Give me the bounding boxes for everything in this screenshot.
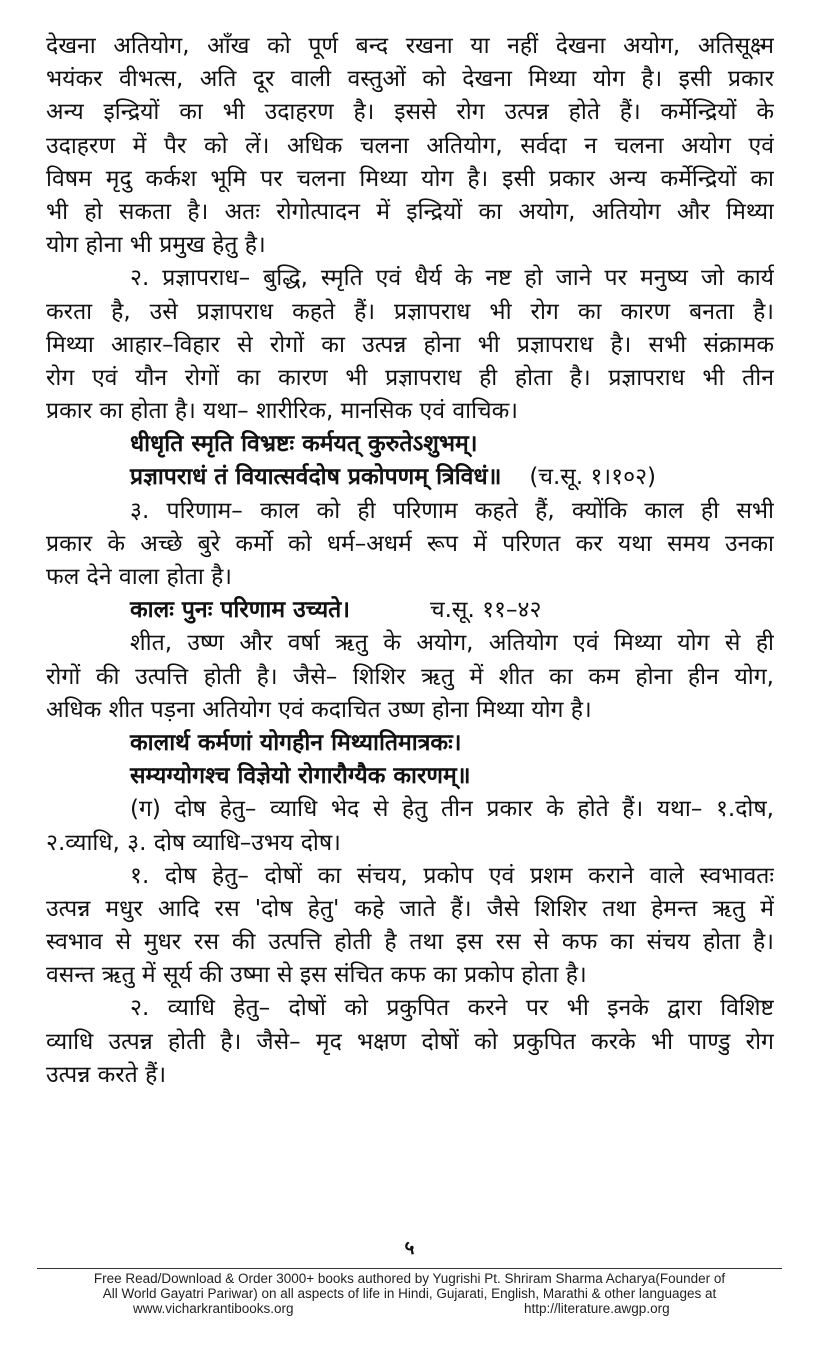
footer-link-literature[interactable]: http://literature.awgp.org — [524, 1301, 670, 1316]
shloka-line: धीधृति स्मृति विभ्रष्टः कर्मयत् कुरुतेऽशुभम्। — [130, 431, 478, 458]
footer — [0, 1271, 819, 1316]
page-body — [46, 30, 774, 1092]
shloka-reference: (च.सू. १।१०२) — [529, 464, 656, 491]
footer-line-2: All World Gayatri Pariwar) on all aspects of life in Hindi, Gujarati, English, Marathi & other languages at — [102, 1286, 717, 1301]
text-line: योग होना भी प्रमुख हेतु है। — [46, 232, 266, 259]
text-line: विषम मृदु कर्कश भूमि पर चलना मिथ्या योग है। इसी प्रकार अन्य कर्मेन्द्रियों का — [46, 165, 774, 192]
text-line: वसन्त ऋतु में सूर्य की उष्मा से इस संचित कफ का प्रकोप होता है। — [46, 962, 587, 989]
footer-divider — [37, 1268, 782, 1269]
text-line: रोग एवं यौन रोगों का कारण भी प्रज्ञापराध ही होता है। प्रज्ञापराध भी तीन — [46, 364, 774, 391]
footer-link-vicharkranti[interactable]: www.vicharkrantibooks.org — [133, 1301, 294, 1316]
text-line: व्याधि उत्पन्न होती है। जैसे– मृद भक्षण दोषों को प्रकुपित करके भी पाण्डु रोग — [46, 1028, 774, 1055]
text-line: स्वभाव से मुधर रस की उत्पत्ति होती है तथा इस रस से कफ का संचय होता है। — [46, 929, 774, 956]
shloka-reference: च.सू. ११–४२ — [430, 597, 542, 624]
shloka-line — [46, 461, 774, 494]
page-number: ५ — [404, 1237, 415, 1259]
shloka-line: कालार्थ कर्मणां योगहीन मिथ्यातिमात्रकः। — [130, 729, 462, 756]
text-line: मिथ्या आहार–विहार से रोगों का उत्पन्न होना भी प्रज्ञापराध है। सभी संक्रामक — [46, 331, 774, 358]
text-line-vyadhi-hetu: २. व्याधि हेतु– दोषों को प्रकुपित करने पर भी इनके द्वारा विशिष्ट — [130, 995, 774, 1022]
text-line: देखना अतियोग, आँख को पूर्ण बन्द रखना या नहीं देखना अयोग, अतिसूक्ष्म — [46, 33, 774, 59]
text-line: उत्पन्न करते हैं। — [46, 1061, 167, 1088]
text-line: शीत, उष्ण और वर्षा ऋतु के अयोग, अतियोग एवं मिथ्या योग से ही — [130, 630, 774, 657]
footer-line-1: Free Read/Download & Order 3000+ books authored by Yugrishi Pt. Shriram Sharma Acharya(Founder of — [93, 1271, 726, 1286]
text-line: अधिक शीत पड़ना अतियोग एवं कदाचित उष्ण होना मिथ्या योग है। — [46, 696, 592, 723]
text-line: भयंकर वीभत्स, अति दूर वाली वस्तुओं को देखना मिथ्या योग है। इसी प्रकार — [46, 66, 774, 93]
text-line: भी हो सकता है। अतः रोगोत्पादन में इन्द्रियों का अयोग, अतियोग और मिथ्या — [46, 198, 774, 225]
shloka-text: प्रज्ञापराधं तं वियात्सर्वदोष प्रकोपणम् त्रिविधं॥ — [130, 464, 502, 491]
text-line-dosh-hetu: १. दोष हेतु– दोषों का संचय, प्रकोप एवं प्रशम कराने वाले स्वभावतः — [130, 862, 774, 889]
text-line-parinam: ३. परिणाम– काल को ही परिणाम कहते हैं, क्योंकि काल ही सभी — [130, 497, 774, 524]
footer-links — [0, 1301, 819, 1316]
shloka-line — [46, 594, 774, 627]
text-line: रोगों की उत्पत्ति होती है। जैसे– शिशिर ऋतु में शीत का कम होना हीन योग, — [46, 663, 774, 690]
text-line: करता है, उसे प्रज्ञापराध कहते हैं। प्रज्ञापराध भी रोग का कारण बनता है। — [46, 298, 774, 325]
text-line: फल देने वाला होता है। — [46, 564, 233, 590]
text-line: उत्पन्न मधुर आदि रस 'दोष हेतु' कहे जाते हैं। जैसे शिशिर तथा हेमन्त ऋतु में — [46, 895, 774, 922]
text-line: प्रकार का होता है। यथा– शारीरिक, मानसिक एवं वाचिक। — [46, 398, 519, 425]
text-line-dosh-hetu-types: (ग) दोष हेतु– व्याधि भेद से हेतु तीन प्रकार के होते हैं। यथा– १.दोष, — [130, 796, 774, 823]
shloka-text: कालः पुनः परिणाम उच्यते। — [130, 597, 351, 624]
text-line-prajnaparadh: २. प्रज्ञापराध– बुद्धि, स्मृति एवं धैर्य के नष्ट हो जाने पर मनुष्य जो कार्य — [130, 265, 774, 292]
text-line: २.व्याधि, ३. दोष व्याधि–उभय दोष। — [46, 829, 341, 856]
text-line: अन्य इन्द्रियों का भी उदाहरण है। इससे रोग उत्पन्न होते हैं। कर्मेन्द्रियों के — [46, 99, 774, 126]
shloka-line: सम्यग्योगश्च विज्ञेयो रोगारौग्यैक कारणम्॥ — [130, 763, 471, 790]
text-line: उदाहरण में पैर को लें। अधिक चलना अतियोग, सर्वदा न चलना अयोग एवं — [46, 132, 774, 159]
text-line: प्रकार के अच्छे बुरे कर्मो को धर्म–अधर्म रूप में परिणत कर यथा समय उनका — [46, 530, 774, 557]
